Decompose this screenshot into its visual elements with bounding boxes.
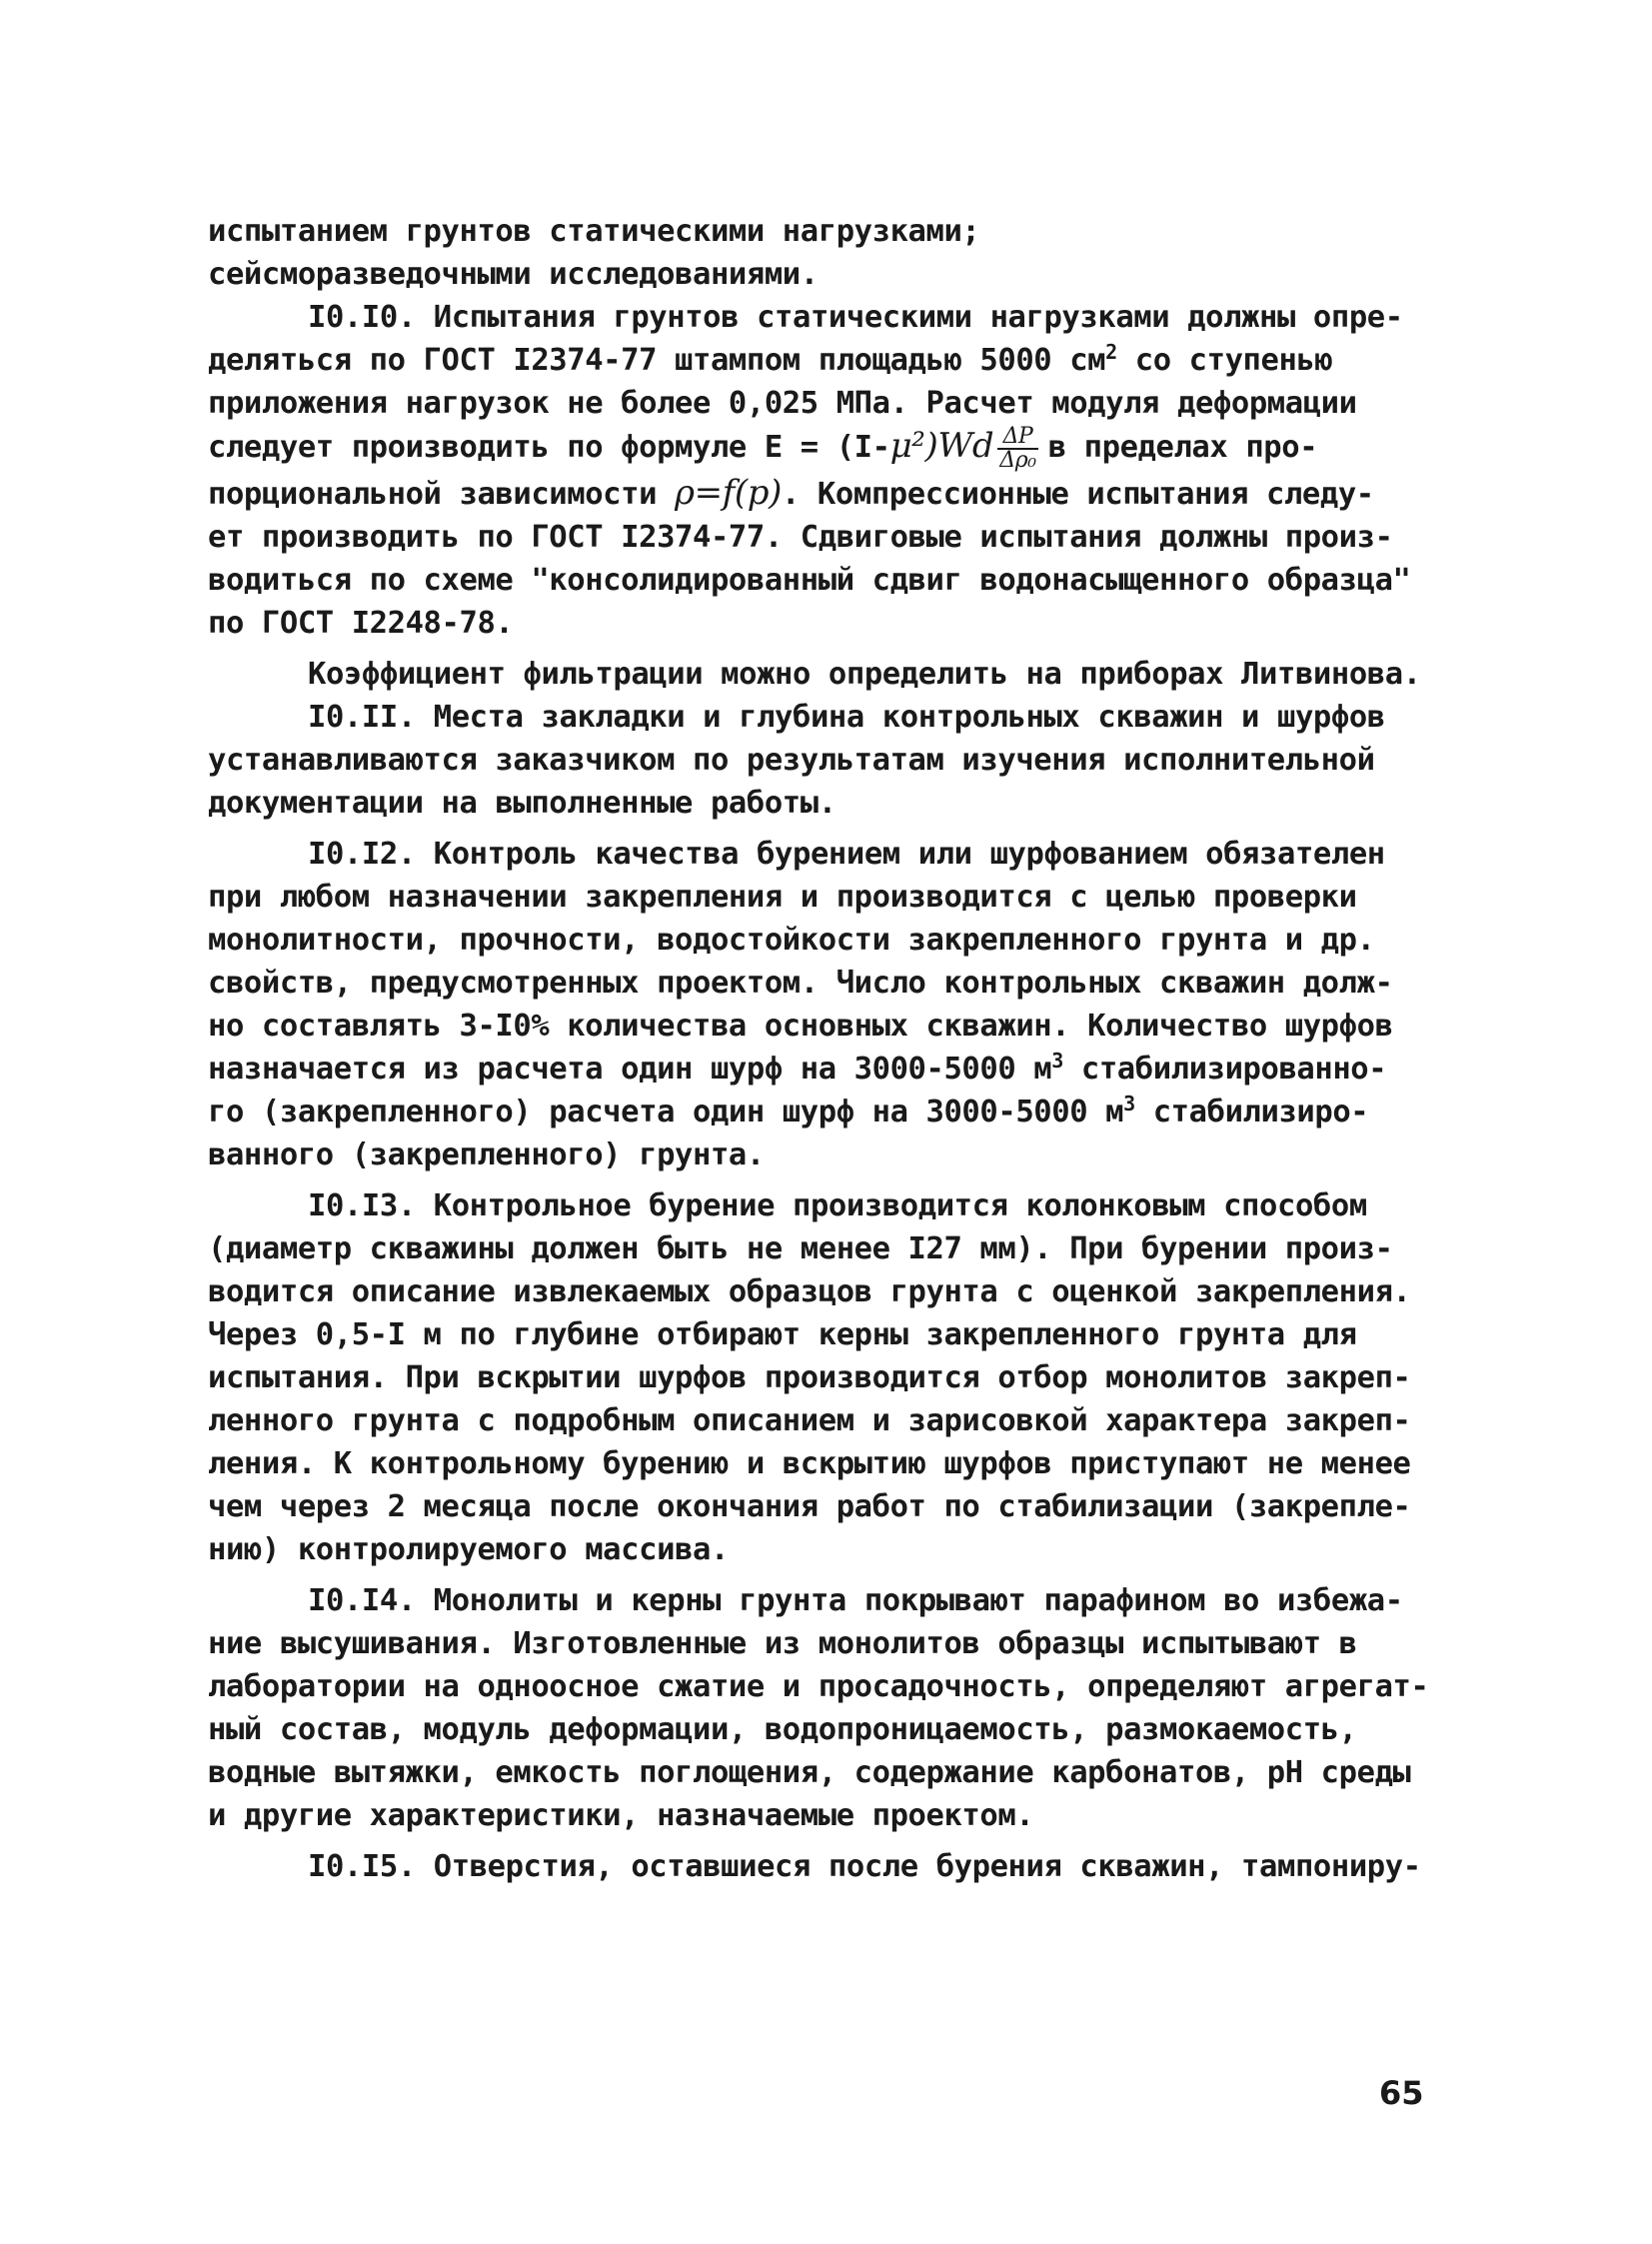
paragraph-10-15-start: I0.I5. Отверстия, оставшиеся после бурения скважин, тампониру- [308, 1848, 1421, 1884]
text-line: но составлять 3-I0% количества основных скважин. Количество шурфов [208, 1008, 1393, 1044]
text-line: ления. К контрольному бурению и вскрытию шурфов приступают не менее [208, 1445, 1411, 1481]
paragraph-10-11-start: I0.II. Места закладки и глубина контрольных скважин и шурфов [308, 699, 1385, 735]
page-number: 65 [1379, 2074, 1424, 2112]
text-line: ванного (закрепленного) грунта. [208, 1136, 765, 1172]
superscript: 3 [1123, 1091, 1135, 1116]
text-line: водиться по схеме "консолидированный сдвиг водонасыщенного образца" [208, 562, 1411, 598]
text-line: испытания. При вскрытии шурфов производится отбор монолитов закреп- [208, 1359, 1411, 1395]
text-line: Через 0,5-I м по глубине отбирают керны закрепленного грунта для [208, 1316, 1357, 1352]
fraction-numerator: ΔP [997, 426, 1037, 450]
superscript: 2 [1105, 339, 1117, 364]
text-line: порциональной зависимости ρ=f(p). Компрессионные испытания следу- [208, 472, 1374, 513]
text-line: и другие характеристики, назначаемые проектом. [208, 1797, 1034, 1833]
text-line: ет производить по ГОСТ I2374-77. Сдвиговые испытания должны произ- [208, 519, 1393, 555]
paragraph-10-13-start: I0.I3. Контрольное бурение производится колонковым способом [308, 1187, 1367, 1223]
paragraph-10-10-start: I0.I0. Испытания грунтов статическими нагрузками должны опре- [308, 300, 1403, 335]
paragraph-10-14-start: I0.I4. Монолиты и керны грунта покрывают парафином во избежа- [308, 1582, 1403, 1618]
text-line: свойств, предусмотренных проектом. Число контрольных скважин долж- [208, 965, 1393, 1001]
document-body [208, 210, 1447, 1888]
text-line: ленного грунта с подробным описанием и зарисовкой характера закреп- [208, 1402, 1411, 1438]
formula-line: следует производить по формуле Е = (I-μ²)Wd $\frac{\Delta P}{\text{Δρ₀}}$ в пределах про- [208, 423, 1318, 473]
fraction-denominator: Δρ₀ [999, 447, 1036, 473]
text-line: испытанием грунтов статическими нагрузками; [208, 214, 980, 249]
text-line: ние высушивания. Изготовленные из монолитов образцы испытывают в [208, 1625, 1357, 1661]
text-line: Коэффициент фильтрации можно определить на приборах Литвинова. [308, 656, 1421, 692]
text-line: лаборатории на одноосное сжатие и просадочность, определяют агрегат- [208, 1668, 1429, 1704]
text-line: монолитности, прочности, водостойкости закрепленного грунта и др. [208, 922, 1375, 958]
paragraph-10-12-start: I0.I2. Контроль качества бурением или шурфованием обязателен [308, 836, 1385, 872]
text-line: го (закрепленного) расчета один шурф на 3000-5000 $м^3$ стабилизиро- [208, 1091, 1369, 1129]
formula-fraction [997, 423, 1037, 473]
text-line: чем через 2 месяца после окончания работ по стабилизации (закрепле- [208, 1488, 1411, 1524]
text-line: сейсморазведочными исследованиями. [208, 257, 819, 292]
text-line: приложения нагрузок не более 0,025 МПа. Расчет модуля деформации [208, 386, 1357, 421]
text-line: документации на выполненные работы. [208, 785, 836, 821]
text-line: (диаметр скважины должен быть не менее I27 мм). При бурении произ- [208, 1230, 1393, 1266]
text-line: водится описание извлекаемых образцов грунта с оценкой закрепления. [208, 1273, 1411, 1309]
text-line: водные вытяжки, емкость поглощения, содержание карбонатов, pH среды [208, 1754, 1411, 1790]
dependence-formula: ρ=f(p) [675, 472, 782, 513]
text-line: деляться по ГОСТ I2374-77 штампом площадью 5000 $см^2$ со ступенью [208, 339, 1333, 378]
text-line: ный состав, модуль деформации, водопроницаемость, размокаемость, [208, 1711, 1357, 1747]
superscript: 3 [1051, 1048, 1063, 1073]
text-line: при любом назначении закрепления и производится с целью проверки [208, 879, 1357, 915]
text-line: устанавливаются заказчиком по результатам изучения исполнительной [208, 742, 1375, 778]
text-line: назначается из расчета один шурф на 3000-5000 $м^3$ стабилизированно- [208, 1048, 1387, 1087]
text-line: нию) контролируемого массива. [208, 1531, 729, 1567]
text-line: по ГОСТ I2248-78. [208, 605, 514, 641]
deformation-formula: μ²)Wd [889, 426, 994, 466]
